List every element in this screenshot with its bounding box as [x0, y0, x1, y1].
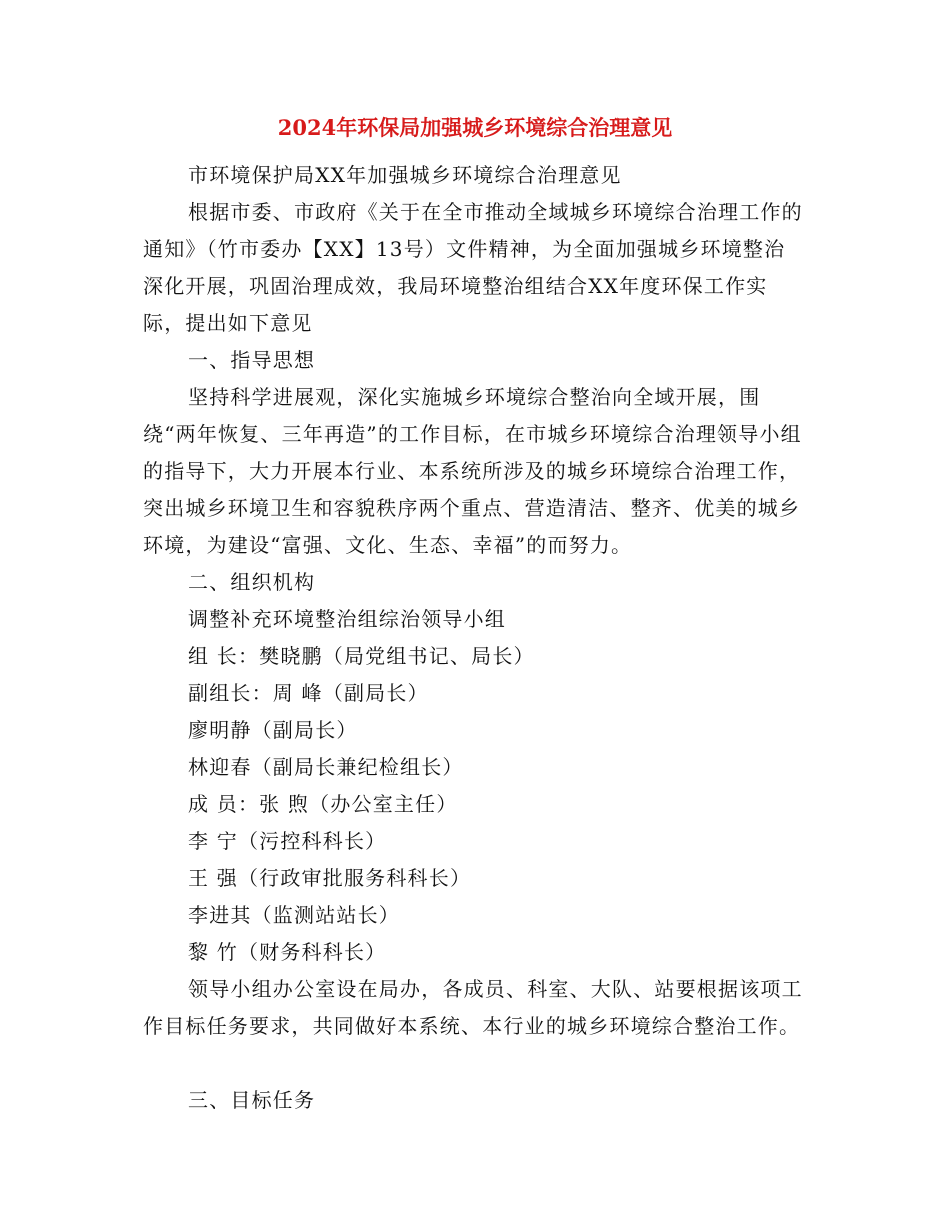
section2-intro: 调整补充环境整治组综治领导小组 [188, 607, 506, 631]
intro-paragraph: 根据市委、市政府《关于在全市推动全域城乡环境综合治理工作的通知》（竹市委办【XX】13号）文件精神，为全面加强城乡环境整治深化开展，巩固治理成效，我局环境整治组结合XX年度环保工作实际，提出如下意见 [143, 200, 803, 335]
section1-paragraph: 坚持科学进展观，深化实施城乡环境综合整治向全域开展，围绕“两年恢复、三年再造”的工作目标，在市城乡环境综合治理领导小组的指导下，大力开展本行业、本系统所涉及的城乡环境综合治理工作，突出城乡环境卫生和容貌秩序两个重点、营造清洁、整齐、优美的城乡环境，为建设“富强、文化、生态、幸福”的而努力。 [143, 385, 802, 557]
member-line: 廖明静（副局长） [188, 718, 358, 742]
member-line: 王 强（行政审批服务科科长） [188, 866, 472, 890]
member-line: 黎 竹（财务科科长） [188, 940, 387, 964]
member-line: 副组长：周 峰（副局长） [188, 681, 429, 705]
section3-heading: 三、目标任务 [188, 1088, 316, 1112]
document-subtitle: 市环境保护局XX年加强城乡环境综合治理意见 [188, 163, 622, 187]
member-line: 成 员：张 煦（办公室主任） [188, 792, 458, 816]
member-line: 李进其（监测站站长） [188, 903, 400, 927]
section1-heading: 一、指导思想 [188, 348, 316, 372]
member-line: 组 长：樊晓鹏（局党组书记、局长） [188, 644, 535, 668]
member-line: 李 宁（污控科科长） [188, 829, 387, 853]
member-line: 林迎春（副局长兼纪检组长） [188, 755, 464, 779]
section2-paragraph: 领导小组办公室设在局办，各成员、科室、大队、站要根据该项工作目标任务要求，共同做好本系统、本行业的城乡环境综合整治工作。 [143, 977, 803, 1038]
document-title: 2024年环保局加强城乡环境综合治理意见 [277, 115, 673, 140]
section2-heading: 二、组织机构 [188, 570, 316, 594]
